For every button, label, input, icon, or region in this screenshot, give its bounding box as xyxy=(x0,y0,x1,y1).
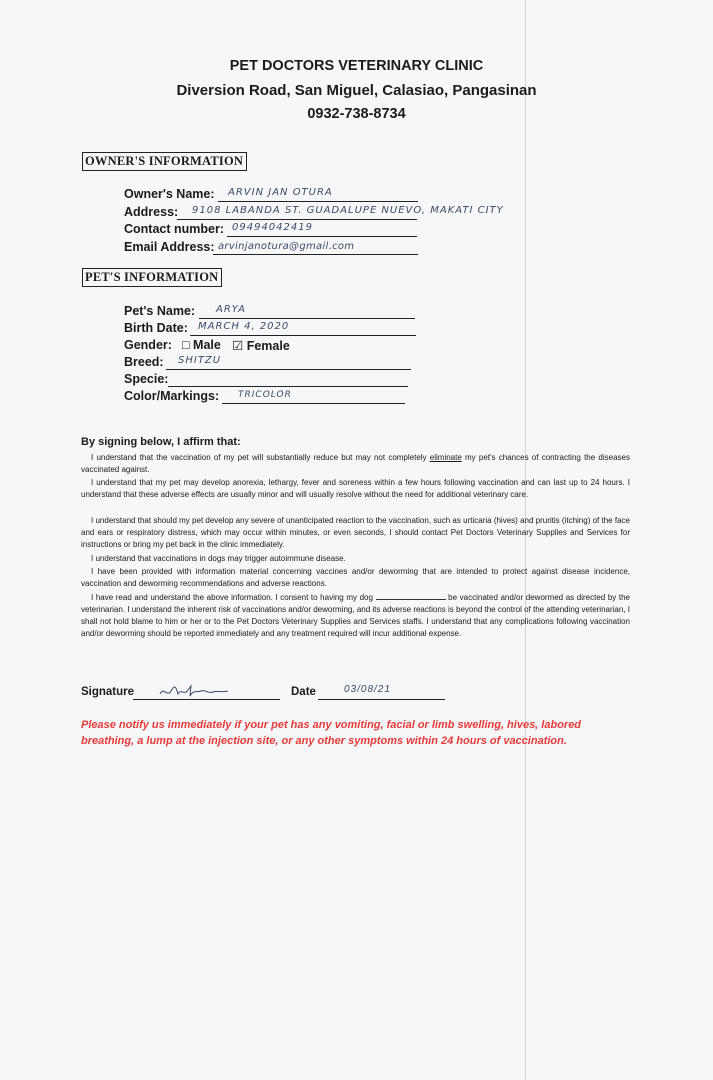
affirm-paragraph-6 xyxy=(81,591,630,640)
affirm-paragraph-2: I understand that my pet may develop anorexia, lethargy, fever and soreness within a few hours following vaccination and can last up to 24 hours. I understand that these adverse effects are usually minor and will usually resolve without the need for additional veterinary care. xyxy=(81,478,630,499)
owner-email-row xyxy=(124,240,424,258)
owner-email-value: arvinjanotura@gmail.com xyxy=(218,241,355,252)
affirm-paragraph-3: I understand that should my pet develop any severe of unanticipated reaction to the vaccination, such as urticaria (hives) and pruritis (itching) of the face and ears or respiratory distress, which may occur within minutes, or even seconds, I should contact Pet Doctors Veterinary Supplies and Services for instructions or bring my pet back in the clinic immediately. xyxy=(81,516,630,549)
gender-label: Gender: xyxy=(124,338,172,352)
pet-name-row xyxy=(124,304,424,322)
birth-date-value: MARCH 4, 2020 xyxy=(198,321,290,332)
owner-name-value: ARVIN JAN OTURA xyxy=(228,187,333,198)
specie-label: Specie: xyxy=(124,372,169,386)
breed-line xyxy=(166,369,411,370)
affirm-paragraph-1 xyxy=(81,452,630,476)
warning-notice: Please notify us immediately if your pet has any vomiting, facial or limb swelling, hives, labored breathing, a lump at the injection site, or any other symptoms within 24 hours of vaccination. xyxy=(81,719,582,747)
gender-female-option[interactable] xyxy=(232,338,290,353)
owner-address-value: 9108 LABANDA ST. GUADALUPE NUEVO, MAKATI CITY xyxy=(192,205,504,216)
owner-contact-label: Contact number: xyxy=(124,222,224,236)
affirmation-title: By signing below, I affirm that: xyxy=(81,436,241,448)
affirm-p6-text-b: be vaccinated and/or dewormed as directed by the veterinarian. I understand the inherent risk of vaccinations and/or deworming, and its adverse reactions is beyond the control of the attending veterinarian, I shall not hold blame to him or her or to the Pet Doctors Veterinary Supplies and Services staffs. I understand that any complications following vaccination and/or deworming should be reported immediately and any treatment required will incur additional expense. xyxy=(81,593,630,638)
breed-row xyxy=(124,355,424,373)
birth-date-label: Birth Date: xyxy=(124,321,188,335)
date-value: 03/08/21 xyxy=(344,684,391,695)
birth-date-line xyxy=(190,335,416,336)
male-label: Male xyxy=(193,338,221,352)
color-markings-value: TRICOLOR xyxy=(238,390,292,400)
owner-email-line xyxy=(213,254,418,255)
signature-scribble xyxy=(158,682,230,700)
owner-address-row xyxy=(124,205,564,223)
birth-date-row xyxy=(124,321,424,339)
affirm-paragraph-5: I have been provided with information material concerning vaccines and/or deworming that are intended to protect against disease incidence, vaccination and deworming recommendations and adverse reactions. xyxy=(81,567,630,588)
color-markings-row xyxy=(124,389,424,407)
pet-name-value: ARYA xyxy=(216,304,246,315)
owner-contact-line xyxy=(227,236,417,237)
specie-line xyxy=(168,386,408,387)
pet-section-title: PET'S INFORMATION xyxy=(82,268,222,287)
clinic-address: Diversion Road, San Miguel, Calasiao, Pangasinan xyxy=(176,82,537,99)
owner-name-label: Owner's Name: xyxy=(124,187,215,201)
affirm-p1-underlined: eliminate xyxy=(429,453,462,462)
affirm-p1-text-a: I understand that the vaccination of my pet will substantially reduce but may not completely xyxy=(91,453,430,462)
owner-contact-row xyxy=(124,222,424,240)
clinic-phone: 0932-738-8734 xyxy=(307,106,406,122)
specie-row xyxy=(124,372,424,390)
gender-row xyxy=(124,338,424,356)
affirm-p1-text-b: my pet's chances of contracting the diseases vaccinated against. xyxy=(81,453,630,474)
owner-email-label: Email Address: xyxy=(124,240,215,254)
color-markings-line xyxy=(222,403,405,404)
breed-label: Breed: xyxy=(124,355,164,369)
date-label: Date xyxy=(291,686,316,698)
owner-name-line xyxy=(218,201,418,202)
gender-male-option[interactable] xyxy=(182,338,221,352)
owner-name-row xyxy=(124,187,424,205)
color-markings-label: Color/Markings: xyxy=(124,389,220,403)
female-label: Female xyxy=(246,339,290,353)
clinic-name: PET DOCTORS VETERINARY CLINIC xyxy=(229,58,484,74)
pet-name-line xyxy=(199,318,415,319)
female-checkbox-checked-icon[interactable]: ☑ xyxy=(232,339,244,353)
owner-contact-value: 09494042419 xyxy=(232,222,313,233)
signature-label: Signature xyxy=(81,686,135,698)
pet-name-label: Pet's Name: xyxy=(124,304,196,318)
breed-value: SHITZU xyxy=(178,355,222,366)
owner-address-line xyxy=(177,219,417,220)
owner-address-label: Address: xyxy=(124,205,179,219)
dog-name-blank[interactable] xyxy=(376,591,446,600)
date-line[interactable] xyxy=(318,699,445,700)
affirm-paragraph-4: I understand that vaccinations in dogs may trigger autoimmune disease. xyxy=(91,554,346,563)
affirm-p6-text-a: I have read and understand the above information. I consent to having my dog xyxy=(91,593,376,602)
owner-section-title: OWNER'S INFORMATION xyxy=(82,152,247,171)
male-checkbox-icon[interactable]: □ xyxy=(182,338,190,352)
